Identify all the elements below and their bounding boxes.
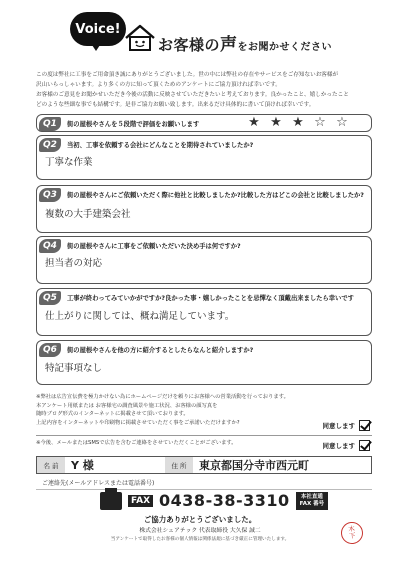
star-icon[interactable]: ☆: [314, 115, 326, 130]
answer-text[interactable]: 仕上がりに関しては、概ね満足しています。: [45, 311, 235, 322]
question-6-box: [36, 340, 372, 385]
consent-notes: [36, 393, 326, 427]
intro-line: 沢山いらっしゃいます。より多くの方に知って頂くためのアンケートにご協力頂ければ幸いです。: [36, 82, 281, 88]
question-number: Q4: [39, 239, 61, 253]
question-text: 街の屋根やさんに工事をご依頼いただいた決め手は何ですか?: [67, 243, 241, 250]
answer-text[interactable]: 丁寧な作業: [45, 157, 93, 168]
stamp-char: 木: [347, 524, 356, 534]
address-label: 住 所: [165, 457, 193, 473]
consent-contact[interactable]: [323, 440, 371, 451]
note-line: ※今後、メールまたはSMSで広告を含むご連絡をさせていただくことがございます。: [36, 440, 237, 446]
title-part-1: お客様の: [158, 36, 221, 54]
stamp-char: 下: [348, 531, 356, 541]
answer-text[interactable]: 担当者の対応: [45, 258, 103, 269]
rating-stars[interactable]: [245, 116, 351, 130]
fax-machine-icon: [100, 492, 122, 510]
star-icon[interactable]: ★: [270, 115, 282, 130]
question-text: 当初、工事を依頼する会社にどんなことを期待されていましたか?: [67, 142, 254, 149]
question-number: Q5: [39, 291, 61, 305]
question-2-box: [36, 135, 372, 180]
name-field[interactable]: Y 様: [71, 459, 94, 472]
voice-badge: Voice!: [70, 12, 126, 46]
question-5-box: [36, 288, 372, 336]
agree-label: 同意します: [322, 422, 355, 430]
fax-direct-badge: [296, 492, 329, 510]
note-line: 随時ブログ形式のインターネットに掲載させて頂いております。: [36, 411, 189, 417]
question-number: Q2: [39, 138, 61, 152]
question-text: 工事が終わってみていかがですか?良かった事・嬉しかったことを忌憚なく頂戴出来ましたら幸いです: [67, 295, 354, 302]
title-part-2: 声: [220, 35, 238, 55]
fax-number[interactable]: 0438-38-3310: [159, 491, 290, 510]
thanks-text: ご協力ありがとうございました。: [143, 515, 257, 524]
contact-field[interactable]: [36, 478, 372, 490]
company-name: 株式会社シェアテック 代表取締役 大久保 誠二: [139, 528, 261, 534]
note-line: 本アンケート用紙または お客様宅の調査風景や施工状況、お客様の顔写真を: [36, 402, 218, 409]
intro-line: どのような些細な事でも結構です。是非ご協力お願い致します。出来るだけ具体的に書いて頂ければ幸いです。: [36, 102, 315, 108]
star-icon[interactable]: ★: [248, 115, 260, 130]
note-line: ※弊社は広告宣伝費を極力かけない為にホームページだけを頼りにお客様への営業活動を行っております。: [36, 394, 289, 400]
question-text: 街の屋根やさんを５段階で評価をお願いします: [67, 121, 200, 128]
checkbox-checked[interactable]: [359, 440, 370, 451]
intro-line: この度は弊社に工事をご用命頂き誠にありがとうございました。世の中には弊社の存在やサービスをご存知ないお客様が: [36, 72, 339, 78]
fax-block: [100, 491, 328, 510]
divider: [36, 435, 372, 436]
contact-consent-note: [36, 439, 326, 448]
name-label: 名 前: [37, 457, 65, 473]
question-4-box: [36, 236, 372, 284]
question-text: 街の屋根やさんにご依頼いただく際に他社と比較しましたか?比較した方はどこの会社と比較しましたか?: [67, 192, 364, 199]
agree-label: 同意します: [322, 442, 355, 450]
title-part-3: をお聞かせください: [237, 42, 333, 53]
question-number: Q6: [39, 343, 61, 357]
question-3-box: [36, 185, 372, 233]
badge-line: FAX 番号: [299, 500, 325, 507]
intro-line: お客様のご意見をお聞かせいただき今後の活動に反映させていただきたいと考えております。良かったこと、嬉しかったこと: [36, 92, 349, 98]
question-1-box: [36, 114, 372, 132]
star-icon[interactable]: ★: [292, 115, 304, 130]
voice-bubble-tail: [90, 42, 102, 51]
survey-header: [70, 10, 340, 62]
intro-text: [36, 70, 368, 110]
address-field[interactable]: 東京都国分寺市西元町: [199, 459, 309, 472]
badge-line: 本社直通: [300, 493, 323, 500]
note-line: 上記内容をインターネットや印刷物に掲載させていただく事をご承諾いただけますか?: [36, 419, 240, 426]
contact-label: ご連絡先(メールアドレスまたは電話番号): [42, 480, 155, 487]
consent-publish[interactable]: [323, 420, 371, 431]
page-title: [158, 30, 332, 55]
answer-text[interactable]: 複数の大手建築会社: [45, 209, 131, 220]
house-icon: [124, 24, 156, 52]
question-text: 街の屋根やさんを他の方に紹介するとしたらなんと紹介しますか?: [67, 347, 254, 354]
answer-text[interactable]: 特記事項なし: [45, 363, 103, 374]
checkbox-checked[interactable]: [359, 420, 370, 431]
star-icon[interactable]: ☆: [336, 115, 348, 130]
fax-label: FAX: [128, 495, 153, 507]
privacy-notice: 当アンケートで取得したお客様の個人情報は関係法規に基づき厳正に管理いたします。: [110, 537, 290, 542]
question-number: Q1: [39, 117, 61, 131]
question-number: Q3: [39, 188, 61, 202]
name-address-row: [36, 456, 372, 474]
